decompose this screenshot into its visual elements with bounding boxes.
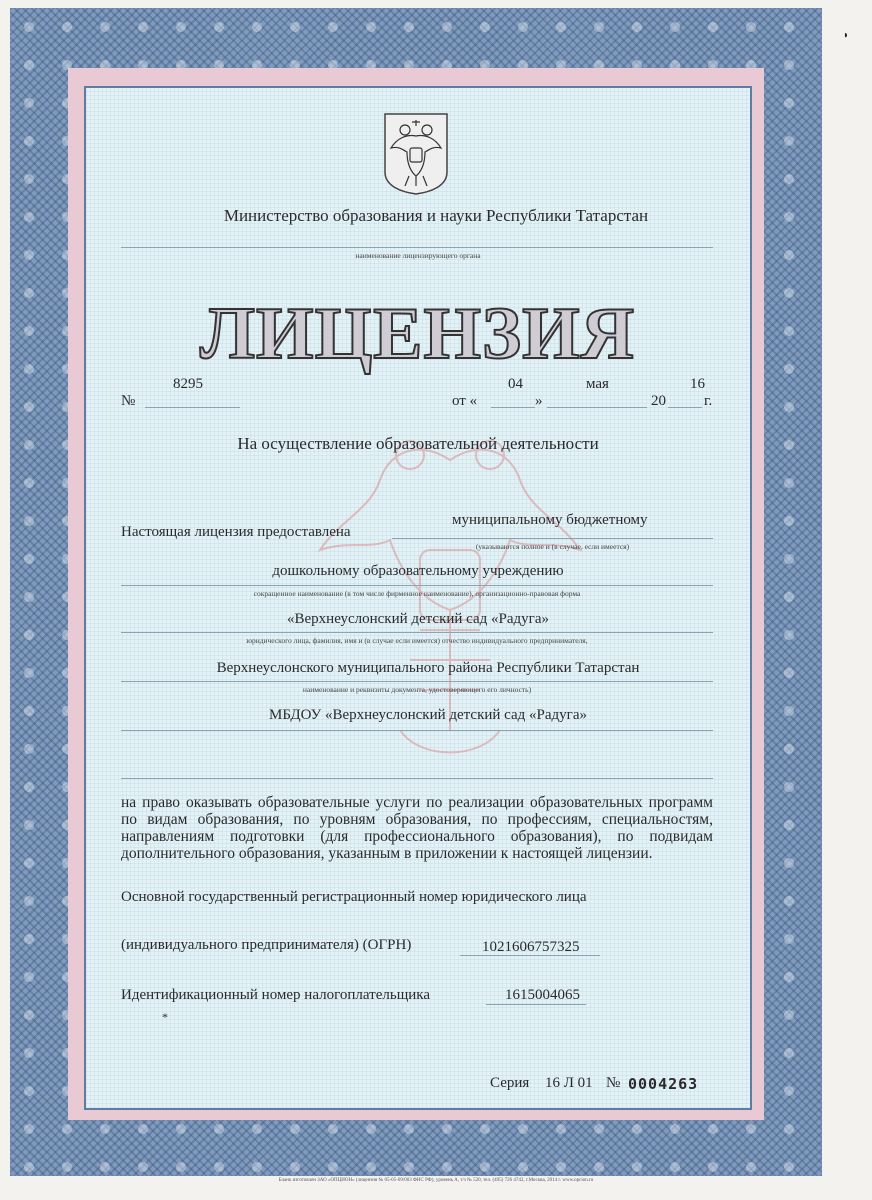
grantee-underline-2	[121, 585, 713, 586]
grantee-line-4: Верхнеуслонского муниципального района Республики Татарстан	[216, 660, 640, 676]
number-underline	[145, 407, 240, 408]
ministry-name: Министерство образования и науки Республики Татарстан	[223, 206, 649, 225]
grantee-label: Настоящая лицензия предоставлена	[121, 524, 351, 540]
date-month: мая	[586, 376, 609, 392]
license-number: 8295	[173, 376, 203, 392]
date-day: 04	[508, 376, 523, 392]
series-number-sign: №	[606, 1075, 621, 1091]
grantee-underline-3	[121, 632, 713, 633]
ogrn-value: 1021606757325	[482, 939, 580, 955]
year-prefix: 20	[651, 393, 666, 409]
grantee-underline-5	[121, 730, 713, 731]
series-number: 0004263	[628, 1075, 699, 1093]
day-underline	[491, 407, 535, 408]
grantee-underline-1	[392, 538, 713, 539]
license-purpose: На осуществление образовательной деятельности	[237, 434, 599, 453]
inn-label: Идентификационный номер налогоплательщика	[121, 987, 431, 1003]
ink-mark: *	[162, 1010, 168, 1024]
year-suffix: г.	[704, 393, 713, 409]
ogrn-label-2: (индивидуального предпринимателя) (ОГРН)	[121, 937, 412, 953]
document-title: ЛИЦЕНЗИЯ	[199, 293, 636, 375]
coat-of-arms-icon	[383, 112, 449, 196]
grantee-hint-1: (указываются полное и (в случае, если имеется)	[475, 542, 630, 551]
grantee-line-3: «Верхнеуслонский детский сад «Радуга»	[287, 611, 549, 627]
ogrn-label-1: Основной государственный регистрационный номер юридического лица	[121, 889, 587, 905]
date-year: 16	[690, 376, 705, 392]
grantee-underline-6	[121, 778, 713, 779]
grantee-line-2: дошкольному образовательному учреждению	[272, 563, 564, 579]
grantee-underline-4	[121, 681, 713, 682]
grantee-line-5: МБДОУ «Верхнеуслонский детский сад «Радуга»	[269, 707, 587, 723]
printer-imprint: Бланк изготовлен ЗАО «ОПЦИОН» (лицензия № 05-05-09/003 ФНС РФ), уровень А, т/з № 520, тел. (495) 726 4742, г.Москва, 2014 г. www.opcion.ru	[278, 1178, 594, 1183]
date-quote-close: »	[535, 393, 543, 409]
grantee-hint-4: наименование и реквизиты документа, удостоверяющего его личность)	[302, 685, 532, 694]
grantee-hint-2: сокращенное наименование (в том числе фирменное наименование), организационно-правовая форма	[253, 589, 581, 598]
license-scope-text: на право оказывать образовательные услуги по реализации образовательных программ по видам образования, по уровням образования, по профессиям, специальностям, направлениям подготовки (для профессионального образования), по подвидам дополнительного образования, указанным в приложении к настоящей лицензии.	[121, 794, 713, 862]
ministry-hint: наименование лицензирующего органа	[355, 251, 481, 260]
series-value: 16 Л 01	[545, 1075, 593, 1091]
edge-mark: ◗	[843, 30, 850, 41]
year-underline	[668, 407, 702, 408]
ministry-underline	[121, 247, 713, 248]
series-label: Серия	[490, 1075, 530, 1091]
grantee-hint-3: юридического лица, фамилия, имя и (в случае если имеется) отчество индивидуального предпринимателя,	[246, 636, 588, 645]
grantee-line-1: муниципальному бюджетному	[452, 512, 648, 528]
inn-underline	[486, 1004, 586, 1005]
inn-value: 1615004065	[505, 987, 580, 1003]
month-underline	[547, 407, 647, 408]
number-sign: №	[121, 393, 136, 409]
double-headed-eagle-watermark	[300, 400, 600, 820]
date-from-label: от «	[452, 393, 478, 409]
